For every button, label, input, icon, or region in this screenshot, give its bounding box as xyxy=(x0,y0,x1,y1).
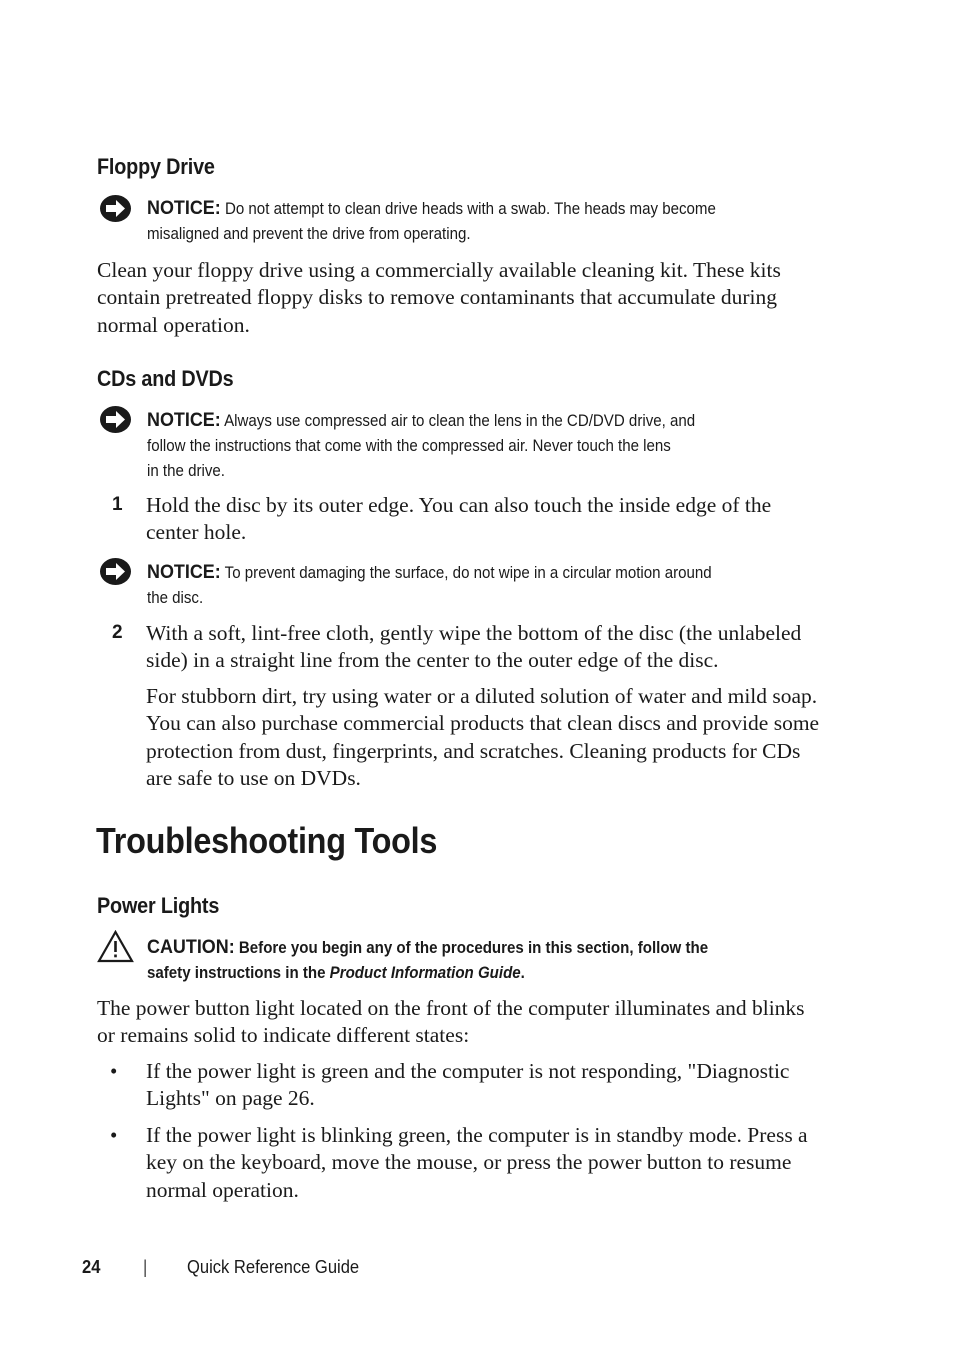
notice-cds-wipe xyxy=(147,560,828,611)
notice-text-line: Always use compressed air to clean the lens in the CD/DVD drive, and xyxy=(224,412,696,430)
page-number: 24 xyxy=(82,1257,101,1277)
notice-text-line: follow the instructions that come with the compressed air. Never touch the lens xyxy=(147,437,671,455)
bullet-marker: • xyxy=(110,1123,118,1147)
step-number: 1 xyxy=(112,494,123,515)
notice-arrow-icon xyxy=(99,194,132,223)
bullet-marker: • xyxy=(110,1059,118,1083)
notice-label: NOTICE: xyxy=(147,197,221,219)
caution-label: CAUTION: xyxy=(147,936,235,958)
notice-text-line: To prevent damaging the surface, do not wipe in a circular motion around xyxy=(224,564,712,582)
caution-guide-title: Product Information Guide xyxy=(329,964,521,982)
step-paragraph: For stubborn dirt, try using water or a diluted solution of water and mild soap. You can also purchase commercial products that clean discs and provide some protection from dust, fingerprints, and scratches. Cleaning products for CDs are safe to use on DVDs. xyxy=(146,684,820,790)
floppy-paragraph: Clean your floppy drive using a commercially available cleaning kit. These kits contain pretreated floppy disks to remove contaminants that accumulate during normal operation. xyxy=(97,258,781,337)
bullet-item: If the power light is blinking green, the computer is in standby mode. Press a key on the keyboard, move the mouse, or press the power button to resume normal operation. xyxy=(146,1123,808,1202)
section-heading-power: Power Lights xyxy=(97,893,220,918)
notice-text-line: in the drive. xyxy=(147,462,225,480)
caution-triangle-icon xyxy=(97,930,134,963)
footer-separator: | xyxy=(143,1257,148,1277)
step-text: With a soft, lint-free cloth, gently wipe the bottom of the disc (the unlabeled side) in a straight line from the center to the outer edge of the disc. xyxy=(146,621,802,673)
notice-text-line: Do not attempt to clean drive heads with a swab. The heads may become xyxy=(224,200,716,218)
step-text: Hold the disc by its outer edge. You can also touch the inside edge of the center hole. xyxy=(146,493,772,545)
notice-cds-lens xyxy=(147,408,828,484)
caution-text-line: Before you begin any of the procedures in this section, follow the xyxy=(238,939,709,957)
notice-label: NOTICE: xyxy=(147,561,221,583)
notice-floppy xyxy=(147,196,828,247)
chapter-heading: Troubleshooting Tools xyxy=(96,820,438,861)
caution-power xyxy=(147,935,828,986)
notice-arrow-icon xyxy=(99,557,132,586)
caution-text-prefix: safety instructions in the xyxy=(147,964,330,982)
step-number: 2 xyxy=(112,622,123,643)
notice-text-line: misaligned and prevent the drive from operating. xyxy=(147,225,471,243)
power-paragraph: The power button light located on the front of the computer illuminates and blinks or remains solid to indicate different states: xyxy=(97,996,805,1048)
notice-label: NOTICE: xyxy=(147,409,221,431)
notice-arrow-icon xyxy=(99,405,132,434)
caution-text-suffix: . xyxy=(520,964,525,982)
section-heading-floppy: Floppy Drive xyxy=(97,154,215,179)
section-heading-cds: CDs and DVDs xyxy=(97,366,234,391)
notice-text-line: the disc. xyxy=(147,589,204,607)
bullet-item: If the power light is green and the computer is not responding, "Diagnostic Lights" on page 26. xyxy=(146,1059,790,1111)
footer-title: Quick Reference Guide xyxy=(187,1257,360,1277)
